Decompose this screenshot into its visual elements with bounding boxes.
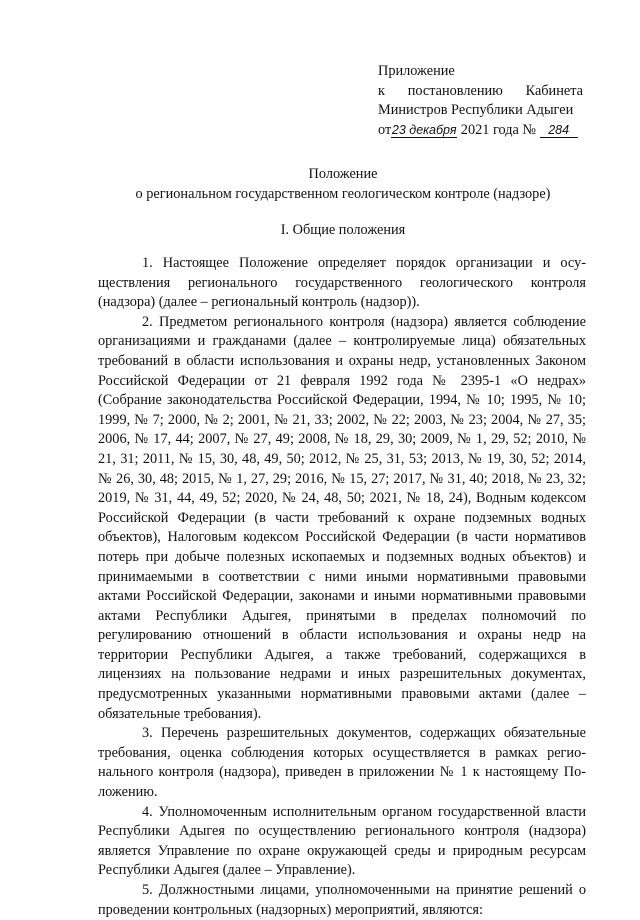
appendix-year-number-label: 2021 года № [460, 121, 537, 138]
title-line-2: о региональном государственном геологическом контроле (надзоре) [135, 185, 551, 202]
paragraph-3: 3. Перечень разрешительных документов, содержащих обязательные требования, оценка соблюдения которых осуществляется в рамках регионального контроля (надзора), приведен в приложении № 1 к настоящему Положению. [98, 725, 586, 801]
appendix-resolution-line [378, 82, 583, 102]
document-title [100, 165, 586, 204]
appendix-preposition: к [378, 82, 385, 99]
section-heading: I. Общие положения [280, 222, 406, 238]
appendix-header [378, 62, 583, 140]
appendix-date-prefix: от [378, 121, 392, 138]
document-body [98, 254, 586, 920]
appendix-ministers-line: Министров Республики Адыгеи [378, 102, 574, 118]
paragraph-1: 1. Настоящее Положение определяет порядок организации и осуществления регионального государственного геологического контроля (надзора) (далее – региональный контроль (надзор)). [98, 255, 586, 311]
title-line-1: Положение [308, 166, 378, 182]
paragraph-2: 2. Предметом регионального контроля (надзора) является соблюдение организациями и гражданами (далее – контролируемые лица) обязательных требований в области использования и охраны недр, установленных Законом Российской Федерации от 21 февраля 1992 года № 2395-1 «О недрах» (Собрание законодательства Российской Федерации, 1994, № 10; 1995, № 10; 1999, № 7; 2000, № 2; 2001, № 21, 33; 2002, № 22; 2003, № 23; 2004, № 27, 35; 2006, № 17, 44; 2007, № 27, 49; 2008, № 18, 29, 30; 2009, № 1, 29, 52; 2010, № 21, 31; 2011, № 15, 30, 48, 49, 50; 2012, № 25, 31, 53; 2013, № 19, 30, 52; 2014, № 26, 30, 48; 2015, № 1, 27, 29; 2016, № 15, 27; 2017, № 31, 40; 2018, № 23, 32; 2019, № 31, 44, 49, 52; 2020, № 24, 48, 50; 2021, № 18, 24), Водным кодексом Российской Федерации (в части требований к охране подземных водных объектов), Налоговым кодексом Российской Федерации (в части нормативов потерь при добыче полезных ископаемых и подземных водных объектов) и принимаемыми в соответствии с ними иными нормативными правовыми актами Российской Федерации, законами и иными нормативными правовыми актами Республики Адыгея, принятыми в пределах полномочий по регулированию отношений в области использования и охраны недр на территории Республики Адыгея, а также требований, содержащихся в лицензиях на пользование недрами и иных разрешительных документах, предусмотренных указанными нормативными правовыми актами (далее – обязательные требования). [98, 313, 586, 722]
handwritten-date: 23 декабря [391, 122, 457, 137]
appendix-resolution-word: постановлению [407, 82, 503, 99]
appendix-label: Приложение [378, 63, 455, 79]
paragraph-5: 5. Должностными лицами, уполномоченными на принятие решений о проведении контрольных (надзорных) мероприятий, являются: [98, 882, 586, 918]
paragraph-4: 4. Уполномоченным исполнительным органом государственной власти Республики Адыгея по осуществлению регионального контроля (надзора) является Управление по охране окружающей среды и природным ресурсам Республики Адыгея (далее – Управление). [98, 803, 586, 879]
handwritten-number: 284 [540, 123, 578, 138]
appendix-date-line [378, 121, 583, 141]
appendix-cabinet-word: Кабинета [525, 82, 583, 99]
